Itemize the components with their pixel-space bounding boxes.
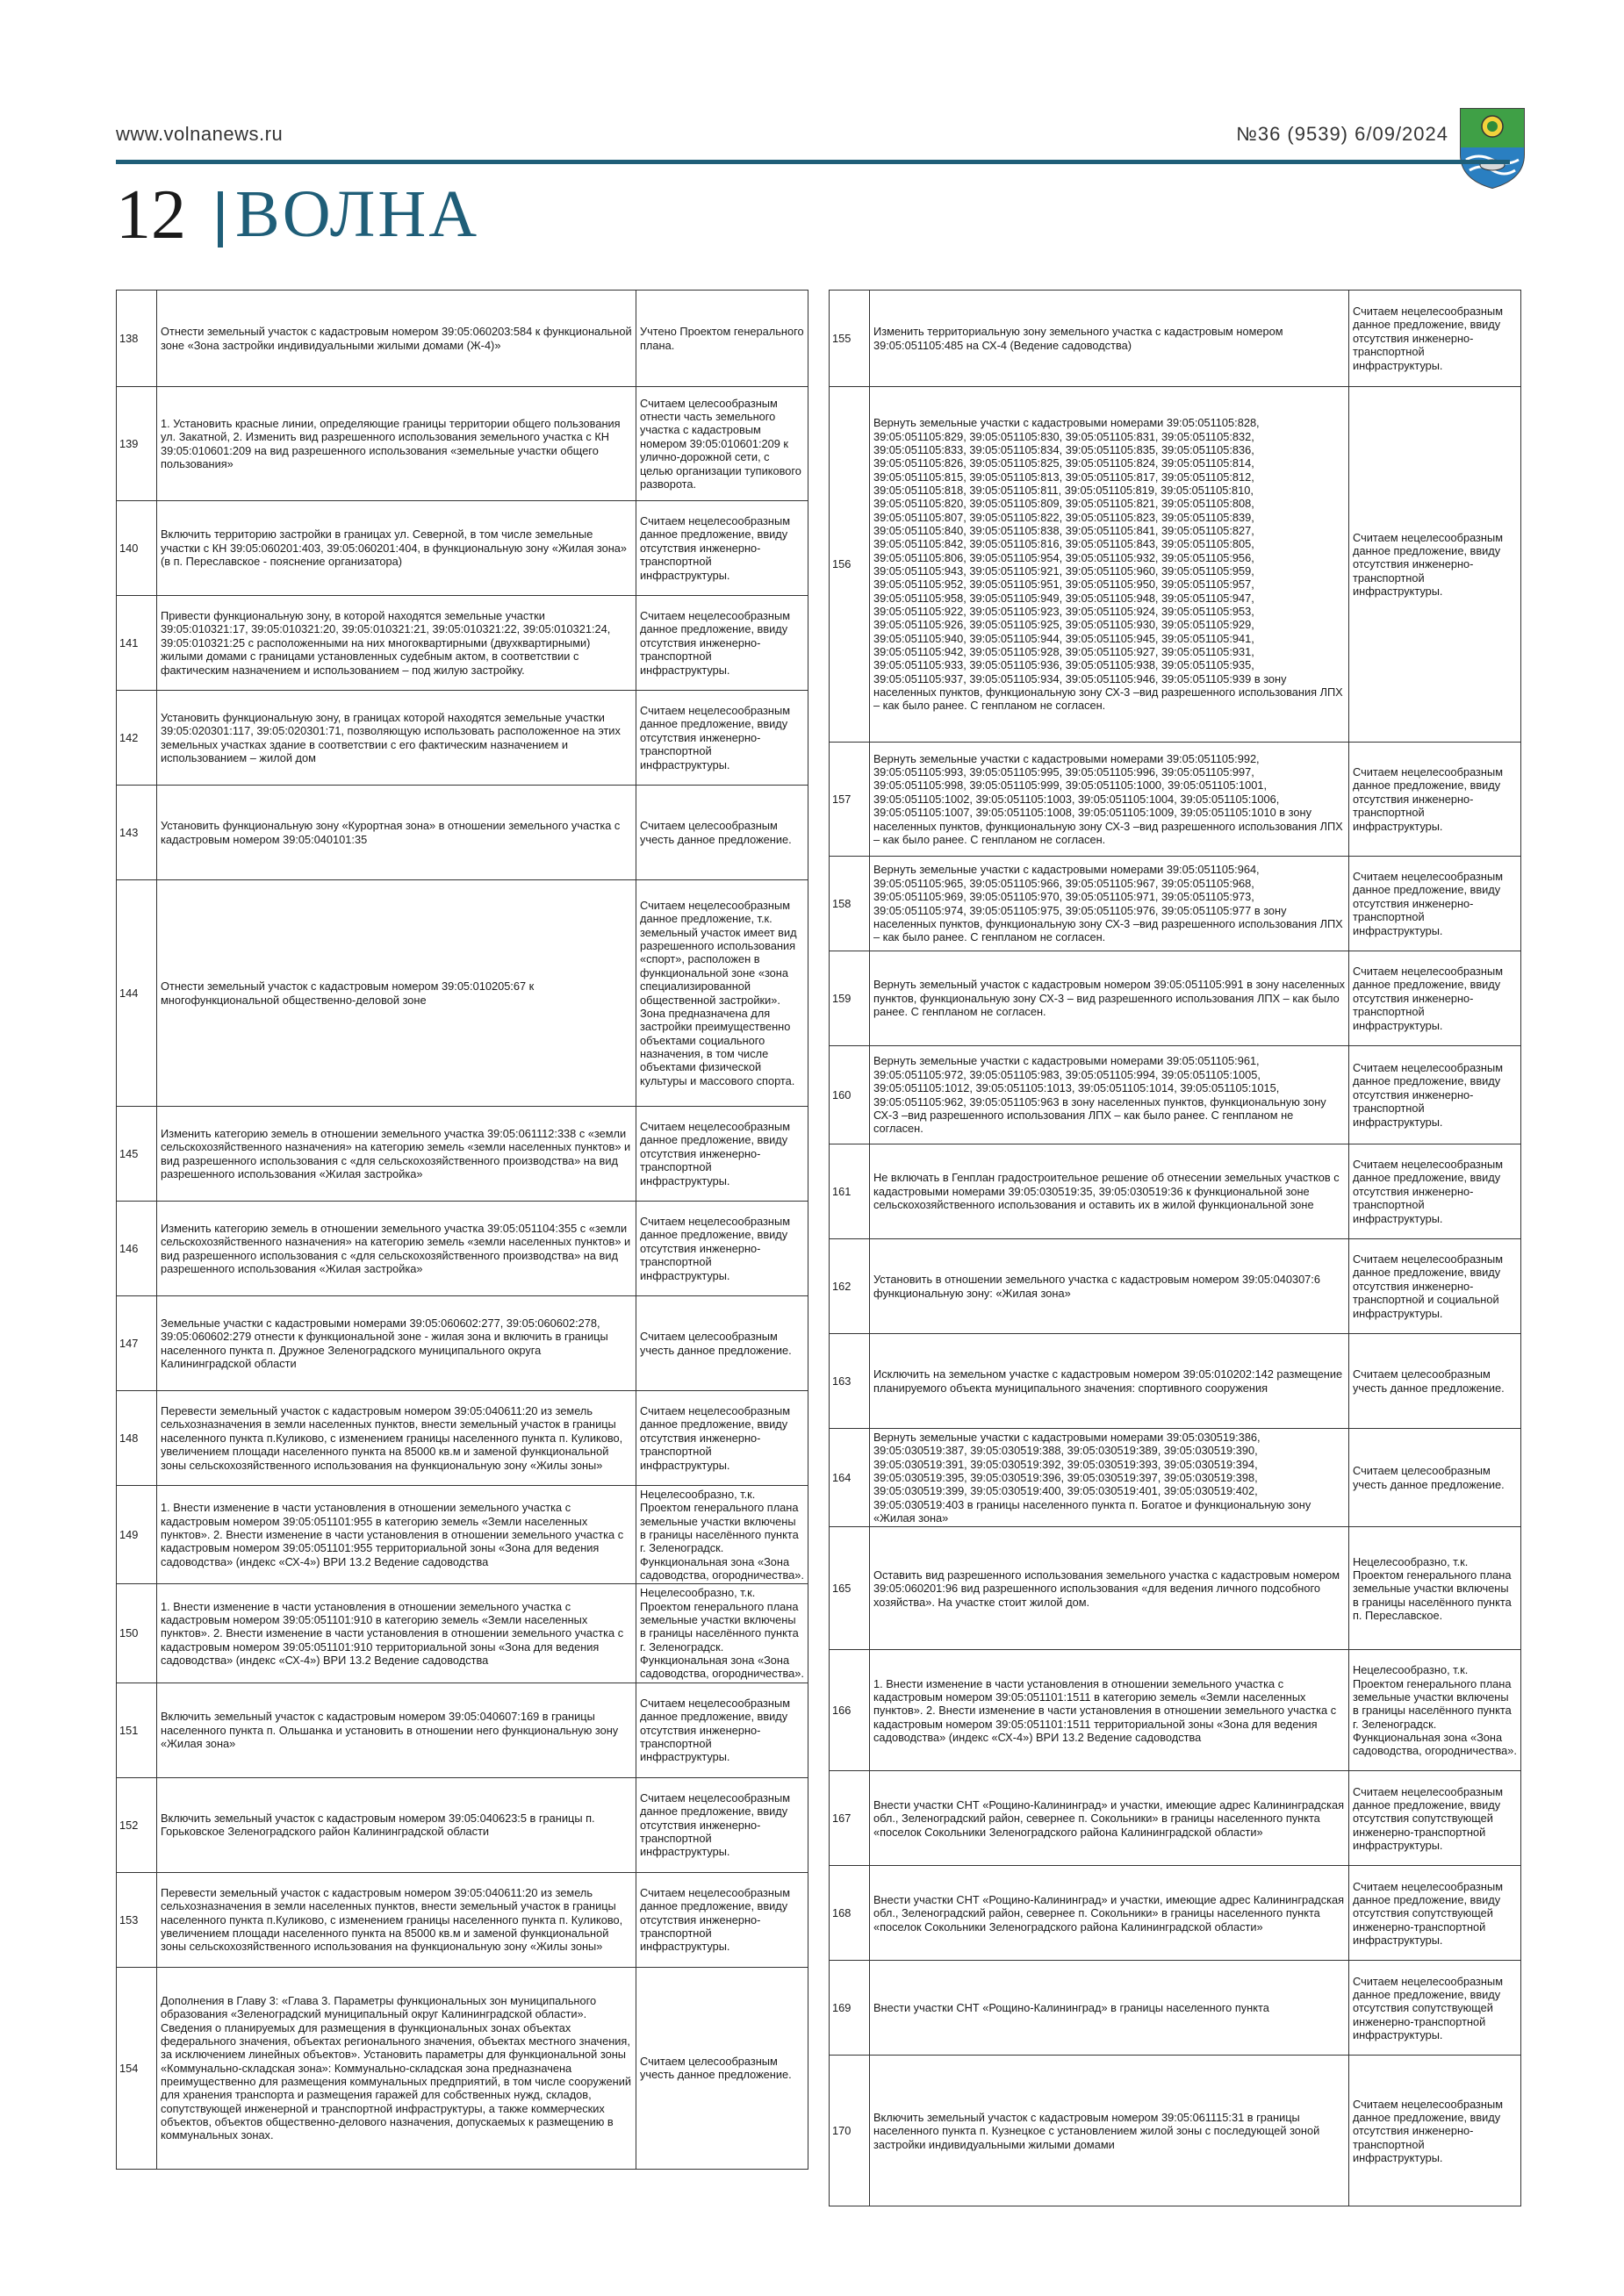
row-number-cell: 155: [830, 291, 870, 387]
proposal-text-cell: Привести функциональную зону, в которой находятся земельные участки 39:05:010321:17, 39:05:010321:20, 39:05:010321:21, 39:05:010321:22, 39:05:010321:24, 39:05:010321:25 с расположенными на них многоквартирными (двухквартирными) жилыми домами с границами установленных судебным актом, в соответствии с фактическим назначением и использованием – под жилую застройку.: [157, 596, 636, 691]
proposal-text-cell: Земельные участки с кадастровыми номерами 39:05:060602:277, 39:05:060602:278, 39:05:060602:279 отнести к функциональной зоне - жилая зона и включить в границы населенного пункта п. Дружное Зеленоградского муниципального округа Калининградской области: [157, 1296, 636, 1391]
table-row: [830, 1866, 1521, 1961]
decision-cell: Считаем нецелесообразным данное предложение, ввиду отсутствия сопутствующей инженерно-транспортной инфраструктуры.: [1349, 1771, 1521, 1866]
proposal-text-cell: Включить территорию застройки в границах ул. Северной, в том числе земельные участки с КН 39:05:060201:403, 39:05:060201:404, в функциональную зону «Жилая зона» (в п. Переславское - пояснение организатора): [157, 501, 636, 596]
proposal-text-cell: Изменить категорию земель в отношении земельного участка 39:05:051104:355 с «земли сельскохозяйственного назначения» на категорию земель «земли населенных пунктов» и вид разрешенного использования с «для сельскохозяйственного производства» на вид разрешенного использования «Жилая застройка»: [157, 1202, 636, 1296]
decision-cell: Нецелесообразно, т.к. Проектом генерального плана земельные участки включены в границы населённого пункта г. Зеленоградск. Функциональная зона «Зона садоводства, огородничества».: [636, 1486, 808, 1584]
decision-cell: Считаем нецелесообразным данное предложение, ввиду отсутствия инженерно-транспортной инфраструктуры.: [1349, 387, 1521, 743]
proposal-text-cell: Вернуть земельные участки с кадастровыми номерами 39:05:051105:961, 39:05:051105:972, 39:05:051105:983, 39:05:051105:994, 39:05:051105:1005, 39:05:051105:1012, 39:05:051105:1013, 39:05:051105:1014, 39:05:051105:1015, 39:05:051105:962, 39:05:051105:963 в зону населенных пунктов, функциональную зону СХ-3 –вид разрешенного использования ЛПХ – как было ранее. С генпланом не согласен.: [870, 1046, 1349, 1144]
proposal-text-cell: Отнести земельный участок с кадастровым номером 39:05:060203:584 к функциональной зоне «Зона застройки индивидуальными жилыми домами (Ж-4)»: [157, 291, 636, 387]
proposal-text-cell: Включить земельный участок с кадастровым номером 39:05:040623:5 в границы п. Горьковское Зеленоградского район Калининградской области: [157, 1777, 636, 1872]
proposal-text-cell: Внести участки СНТ «Рощино-Калининград» и участки, имеющие адрес Калининградская обл., Зеленоградский район, севернее п. Сокольники» в границы населенного пункта «поселок Сокольники Зеленоградского района Калининградской области»: [870, 1771, 1349, 1866]
decision-cell: Считаем нецелесообразным данное предложение, ввиду отсутствия инженерно-транспортной инфраструктуры.: [636, 1683, 808, 1777]
table-row: [117, 1584, 808, 1683]
row-number-cell: 139: [117, 387, 157, 501]
table-row: [117, 880, 808, 1107]
decision-cell: Считаем нецелесообразным данное предложение, ввиду отсутствия инженерно-транспортной инфраструктуры.: [1349, 857, 1521, 951]
proposal-text-cell: 1. Внести изменение в части установления в отношении земельного участка с кадастровым номером 39:05:051101:910 в категорию земель «Земли населенных пунктов». 2. Внести изменение в части установления в отношении земельного участка с кадастровым номером 39:05:051101:910 территориальной зоны «Зона для ведения садоводства» (индекс «СХ-4») ВРИ 13.2 Ведение садоводства: [157, 1584, 636, 1683]
decision-cell: Считаем целесообразным учесть данное предложение.: [1349, 1429, 1521, 1527]
table-row: [830, 1771, 1521, 1866]
table-right-column: [829, 290, 1520, 2206]
row-number-cell: 141: [117, 596, 157, 691]
decision-cell: Считаем нецелесообразным данное предложение, ввиду отсутствия инженерно-транспортной инфраструктуры.: [636, 1872, 808, 1967]
decision-cell: Нецелесообразно, т.к. Проектом генерального плана земельные участки включены в границы населённого пункта г. Зеленоградск. Функциональная зона «Зона садоводства, огородничества».: [636, 1584, 808, 1683]
decision-cell: Считаем нецелесообразным данное предложение, ввиду отсутствия инженерно-транспортной инфраструктуры.: [1349, 951, 1521, 1046]
row-number-cell: 151: [117, 1683, 157, 1777]
decision-cell: Считаем нецелесообразным данное предложение, ввиду отсутствия инженерно-транспортной инфраструктуры.: [636, 1107, 808, 1202]
table-row: [830, 743, 1521, 857]
proposal-text-cell: Вернуть земельные участки с кадастровыми номерами 39:05:051105:828, 39:05:051105:829, 39:05:051105:830, 39:05:051105:831, 39:05:051105:832, 39:05:051105:833, 39:05:051105:834, 39:05:051105:835, 39:05:051105:836, 39:05:051105:826, 39:05:051105:825, 39:05:051105:824, 39:05:051105:814, 39:05:051105:815, 39:05:051105:813, 39:05:051105:817, 39:05:051105:812, 39:05:051105:818, 39:05:051105:811, 39:05:051105:819, 39:05:051105:810, 39:05:051105:820, 39:05:051105:809, 39:05:051105:821, 39:05:051105:808, 39:05:051105:807, 39:05:051105:822, 39:05:051105:823, 39:05:051105:839, 39:05:051105:840, 39:05:051105:838, 39:05:051105:841, 39:05:051105:827, 39:05:051105:842, 39:05:051105:816, 39:05:051105:843, 39:05:051105:805, 39:05:051105:806, 39:05:051105:954, 39:05:051105:932, 39:05:051105:956, 39:05:051105:943, 39:05:051105:921, 39:05:051105:960, 39:05:051105:959, 39:05:051105:952, 39:05:051105:951, 39:05:051105:950, 39:05:051105:957, 39:05:051105:958, 39:05:051105:949, 39:05:051105:948, 39:05:051105:947, 39:05:051105:922, 39:05:051105:923, 39:05:051105:924, 39:05:051105:953, 39:05:051105:926, 39:05:051105:925, 39:05:051105:930, 39:05:051105:929, 39:05:051105:940, 39:05:051105:944, 39:05:051105:945, 39:05:051105:941, 39:05:051105:942, 39:05:051105:928, 39:05:051105:927, 39:05:051105:931, 39:05:051105:933, 39:05:051105:936, 39:05:051105:938, 39:05:051105:935, 39:05:051105:937, 39:05:051105:934, 39:05:051105:946, 39:05:051105:939 в зону населенных пунктов, функциональную зону СХ-3 –вид разрешенного использования ЛПХ – как было ранее. С генпланом не согласен.: [870, 387, 1349, 743]
row-number-cell: 138: [117, 291, 157, 387]
decision-cell: Считаем нецелесообразным данное предложение, ввиду отсутствия инженерно-транспортной инфраструктуры.: [1349, 291, 1521, 387]
decision-cell: Считаем нецелесообразным данное предложение, т.к. земельный участок имеет вид разрешенного использования «спорт», расположен в функциональной зоне «зона специализированной общественной застройки». Зона предназначена для застройки преимущественно объектами социального назначения, в том числе объектами физической культуры и массового спорта.: [636, 880, 808, 1107]
decision-cell: Считаем целесообразным учесть данное предложение.: [636, 786, 808, 880]
table-row: [830, 857, 1521, 951]
row-number-cell: 148: [117, 1391, 157, 1486]
table-row: [830, 1334, 1521, 1429]
row-number-cell: 154: [117, 1967, 157, 2169]
decision-cell: Нецелесообразно, т.к. Проектом генерального плана земельные участки включены в границы населённого пункта п. Переславское.: [1349, 1527, 1521, 1650]
table-row: [830, 1239, 1521, 1334]
table-row: [117, 291, 808, 387]
proposal-text-cell: Перевести земельный участок с кадастровым номером 39:05:040611:20 из земель сельхозназначения в земли населенных пунктов, внести земельный участок в границы населенного пункта п.Куликово, с изменением границы населенного пункта п. Куликово, увеличением площади населенного пункта на 85000 кв.м и заменой функциональной зоны сельскохозяйственного использования на функциональную зону «Жилы зоны»: [157, 1872, 636, 1967]
row-number-cell: 161: [830, 1144, 870, 1239]
row-number-cell: 150: [117, 1584, 157, 1683]
table-row: [830, 1046, 1521, 1144]
row-number-cell: 142: [117, 691, 157, 786]
table-row: [830, 2056, 1521, 2206]
table-row: [117, 1107, 808, 1202]
table-row: [830, 1961, 1521, 2056]
row-number-cell: 159: [830, 951, 870, 1046]
decision-cell: Считаем нецелесообразным данное предложение, ввиду отсутствия инженерно-транспортной инфраструктуры.: [1349, 1144, 1521, 1239]
decision-cell: Считаем нецелесообразным данное предложение, ввиду отсутствия инженерно-транспортной инфраструктуры.: [636, 691, 808, 786]
row-number-cell: 152: [117, 1777, 157, 1872]
proposal-text-cell: 1. Внести изменение в части установления в отношении земельного участка с кадастровым номером 39:05:051101:955 в категорию земель «Земли населенных пунктов». 2. Внести изменение в части установления в отношении земельного участка с кадастровым номером 39:05:051101:955 территориальной зоны «Зона для ведения садоводства» (индекс «СХ-4») ВРИ 13.2 Ведение садоводства: [157, 1486, 636, 1584]
table-row: [117, 501, 808, 596]
proposal-text-cell: Оставить вид разрешенного использования земельного участка с кадастровым номером 39:05:060201:96 вид разрешенного использования «для ведения личного подсобного хозяйства». На участке стоит жилой дом.: [870, 1527, 1349, 1650]
proposal-text-cell: 1. Установить красные линии, определяющие границы территории общего пользования ул. Закатной, 2. Изменить вид разрешенного использования земельного участка с КН 39:05:010601:209 на вид разрешенного использования «земельные участки общего пользования»: [157, 387, 636, 501]
decision-cell: Считаем нецелесообразным данное предложение, ввиду отсутствия инженерно-транспортной инфраструктуры.: [636, 1391, 808, 1486]
proposals-table-left: [116, 290, 808, 2170]
site-url[interactable]: www.volnanews.ru: [116, 123, 284, 145]
row-number-cell: 168: [830, 1866, 870, 1961]
proposal-text-cell: Не включать в Генплан градостроительное решение об отнесении земельных участков с кадастровыми номерами 39:05:030519:35, 39:05:030519:36 к функциональной зоне сельскохозяйственного использования и оставить их в жилой функциональной зоне: [870, 1144, 1349, 1239]
decision-cell: Считаем нецелесообразным данное предложение, ввиду отсутствия сопутствующей инженерно-транспортной инфраструктуры.: [1349, 1961, 1521, 2056]
header-rule: [116, 160, 1510, 164]
proposal-text-cell: Вернуть земельные участки с кадастровыми номерами 39:05:051105:992, 39:05:051105:993, 39:05:051105:995, 39:05:051105:996, 39:05:051105:997, 39:05:051105:998, 39:05:051105:999, 39:05:051105:1000, 39:05:051105:1001, 39:05:051105:1002, 39:05:051105:1003, 39:05:051105:1004, 39:05:051105:1006, 39:05:051105:1007, 39:05:051105:1008, 39:05:051105:1009, 39:05:051105:1010 в зону населенных пунктов, функциональную зону СХ-3 –вид разрешенного использования ЛПХ – как было ранее. С генпланом не согласен.: [870, 743, 1349, 857]
decision-cell: Считаем нецелесообразным данное предложение, ввиду отсутствия инженерно-транспортной инфраструктуры.: [1349, 2056, 1521, 2206]
table-row: [117, 1683, 808, 1777]
proposal-text-cell: 1. Внести изменение в части установления в отношении земельного участка с кадастровым номером 39:05:051101:1511 в категорию земель «Земли населенных пунктов». 2. Внести изменение в части установления в отношении земельного участка с кадастровым номером 39:05:051101:1511 территориальной зоны «Зона для ведения садоводства» (индекс «СХ-4») ВРИ 13.2 Ведение садоводства: [870, 1650, 1349, 1771]
table-row: [117, 1486, 808, 1584]
row-number-cell: 157: [830, 743, 870, 857]
decision-cell: Учтено Проектом генерального плана.: [636, 291, 808, 387]
proposal-text-cell: Вернуть земельные участки с кадастровыми номерами 39:05:051105:964, 39:05:051105:965, 39:05:051105:966, 39:05:051105:967, 39:05:051105:968, 39:05:051105:969, 39:05:051105:970, 39:05:051105:971, 39:05:051105:973, 39:05:051105:974, 39:05:051105:975, 39:05:051105:976, 39:05:051105:977 в зону населенных пунктов, функциональную зону СХ-3 –вид разрешенного использования ЛПХ – как было ранее. С генпланом не согласен.: [870, 857, 1349, 951]
proposal-text-cell: Перевести земельный участок с кадастровым номером 39:05:040611:20 из земель сельхозназначения в земли населенных пунктов, внести земельный участок в границы населенного пункта п.Куликово, с изменением границы населенного пункта п. Куликово, увеличением площади населенного пункта на 85000 кв.м и заменой функциональной зоны сельскохозяйственного использования на функциональную зону «Жилы зоны»: [157, 1391, 636, 1486]
decision-cell: Считаем нецелесообразным данное предложение, ввиду отсутствия инженерно-транспортной инфраструктуры.: [636, 1777, 808, 1872]
masthead-text: ВОЛНА: [235, 177, 480, 251]
decision-cell: Считаем нецелесообразным данное предложение, ввиду отсутствия сопутствующей инженерно-транспортной инфраструктуры.: [1349, 1866, 1521, 1961]
issue-number-date: №36 (9539) 6/09/2024: [1236, 123, 1448, 145]
proposal-text-cell: Установить в отношении земельного участка с кадастровым номером 39:05:040307:6 функциональную зону: «Жилая зона»: [870, 1239, 1349, 1334]
municipal-coat-of-arms-icon: [1457, 105, 1527, 190]
table-row: [117, 1391, 808, 1486]
decision-cell: Считаем нецелесообразным данное предложение, ввиду отсутствия инженерно-транспортной инфраструктуры.: [636, 596, 808, 691]
table-row: [117, 1872, 808, 1967]
proposal-text-cell: Внести участки СНТ «Рощино-Калининград» и участки, имеющие адрес Калининградская обл., Зеленоградский район, севернее п. Сокольники» в границы населенного пункта «поселок Сокольники Зеленоградского района Калининградской области»: [870, 1866, 1349, 1961]
proposal-text-cell: Изменить категорию земель в отношении земельного участка 39:05:061112:338 с «земли сельскохозяйственного назначения» на категорию земель «земли населенных пунктов» и вид разрешенного использования с «для сельскохозяйственного производства» на вид разрешенного использования «Жилая застройка»: [157, 1107, 636, 1202]
row-number-cell: 156: [830, 387, 870, 743]
row-number-cell: 144: [117, 880, 157, 1107]
row-number-cell: 158: [830, 857, 870, 951]
decision-cell: Считаем нецелесообразным данное предложение, ввиду отсутствия инженерно-транспортной инфраструктуры.: [636, 1202, 808, 1296]
row-number-cell: 147: [117, 1296, 157, 1391]
decision-cell: Считаем нецелесообразным данное предложение, ввиду отсутствия инженерно-транспортной инфраструктуры.: [1349, 1046, 1521, 1144]
row-number-cell: 146: [117, 1202, 157, 1296]
proposal-text-cell: Отнести земельный участок с кадастровым номером 39:05:010205:67 к многофункциональной общественно-деловой зоне: [157, 880, 636, 1107]
row-number-cell: 167: [830, 1771, 870, 1866]
masthead-logo: [235, 177, 480, 251]
table-row: [117, 1296, 808, 1391]
masthead-divider: [218, 191, 223, 248]
decision-cell: Нецелесообразно, т.к. Проектом генерального плана земельные участки включены в границы населённого пункта г. Зеленоградск. Функциональная зона «Зона садоводства, огородничества».: [1349, 1650, 1521, 1771]
proposal-text-cell: Установить функциональную зону «Курортная зона» в отношении земельного участка с кадастровым номером 39:05:040101:35: [157, 786, 636, 880]
decision-cell: Считаем целесообразным учесть данное предложение.: [636, 1296, 808, 1391]
row-number-cell: 169: [830, 1961, 870, 2056]
table-row: [830, 387, 1521, 743]
table-row: [117, 691, 808, 786]
table-row: [830, 1429, 1521, 1527]
proposals-table-right: [829, 290, 1521, 2206]
decision-cell: Считаем нецелесообразным данное предложение, ввиду отсутствия инженерно-транспортной и социальной инфраструктуры.: [1349, 1239, 1521, 1334]
row-number-cell: 140: [117, 501, 157, 596]
table-row: [117, 596, 808, 691]
proposal-text-cell: Изменить территориальную зону земельного участка с кадастровым номером 39:05:051105:485 на СХ-4 (Ведение садоводства): [870, 291, 1349, 387]
table-row: [117, 1967, 808, 2169]
row-number-cell: 160: [830, 1046, 870, 1144]
proposal-text-cell: Вернуть земельный участок с кадастровым номером 39:05:051105:991 в зону населенных пунктов, функциональную зону СХ-3 – вид разрешенного использования ЛПХ – как было ранее. С генпланом не согласен.: [870, 951, 1349, 1046]
table-row: [117, 387, 808, 501]
row-number-cell: 145: [117, 1107, 157, 1202]
proposal-text-cell: Вернуть земельные участки с кадастровыми номерами 39:05:030519:386, 39:05:030519:387, 39:05:030519:388, 39:05:030519:389, 39:05:030519:390, 39:05:030519:391, 39:05:030519:392, 39:05:030519:393, 39:05:030519:394, 39:05:030519:395, 39:05:030519:396, 39:05:030519:397, 39:05:030519:398, 39:05:030519:399, 39:05:030519:400, 39:05:030519:401, 39:05:030519:402, 39:05:030519:403 в границы населенного пункта п. Богатое и функциональную зону «Жилая зона»: [870, 1429, 1349, 1527]
table-row: [117, 786, 808, 880]
table-row: [830, 291, 1521, 387]
decision-cell: Считаем целесообразным отнести часть земельного участка с кадастровым номером 39:05:010601:209 к улично-дорожной сети, с целью организации тупикового разворота.: [636, 387, 808, 501]
row-number-cell: 164: [830, 1429, 870, 1527]
table-left-column: [116, 290, 808, 2170]
table-row: [117, 1777, 808, 1872]
row-number-cell: 170: [830, 2056, 870, 2206]
decision-cell: Считаем нецелесообразным данное предложение, ввиду отсутствия инженерно-транспортной инфраструктуры.: [636, 501, 808, 596]
proposal-text-cell: Исключить на земельном участке с кадастровым номером 39:05:010202:142 размещение планируемого объекта муниципального значения: спортивного сооружения: [870, 1334, 1349, 1429]
row-number-cell: 163: [830, 1334, 870, 1429]
row-number-cell: 153: [117, 1872, 157, 1967]
table-row: [117, 1202, 808, 1296]
row-number-cell: 149: [117, 1486, 157, 1584]
proposal-text-cell: Включить земельный участок с кадастровым номером 39:05:061115:31 в границы населенного пункта п. Кузнецкое с установлением жилой зоны с последующей зоной застройки индивидуальными жилыми домами: [870, 2056, 1349, 2206]
proposal-text-cell: Установить функциональную зону, в границах которой находятся земельные участки 39:05:020301:117, 39:05:020301:71, позволяющую использовать расположенное на этих земельных участках здание в соответствии с его фактическим назначением и использованием – жилой дом: [157, 691, 636, 786]
proposal-text-cell: Включить земельный участок с кадастровым номером 39:05:040607:169 в границы населенного пункта п. Ольшанка и установить в отношении него функциональную зону «Жилая зона»: [157, 1683, 636, 1777]
decision-cell: Считаем целесообразным учесть данное предложение.: [1349, 1334, 1521, 1429]
decision-cell: Считаем целесообразным учесть данное предложение.: [636, 1967, 808, 2169]
proposal-text-cell: Внести участки СНТ «Рощино-Калининград» в границы населенного пункта: [870, 1961, 1349, 2056]
row-number-cell: 165: [830, 1527, 870, 1650]
table-row: [830, 951, 1521, 1046]
row-number-cell: 162: [830, 1239, 870, 1334]
row-number-cell: 143: [117, 786, 157, 880]
row-number-cell: 166: [830, 1650, 870, 1771]
table-row: [830, 1144, 1521, 1239]
proposal-text-cell: Дополнения в Главу 3: «Глава 3. Параметры функциональных зон муниципального образования «Зеленоградский муниципальный округ Калининградской области». Сведения о планируемых для размещения в функциональных зонах объектах федерального значения, объектах регионального значения, объектах местного значения, за исключением линейных объектов». Установить параметры для функциональной зоны «Коммунально-складская зона»: Коммунально-складская зона предназначена преимущественно для размещения коммунальных предприятий, в том числе сооружений для хранения транспорта и размещения гаражей для собственных нужд, складов, сопутствующей инженерной и транспортной инфраструктуры, а также коммерческих объектов, объектов общественно-делового назначения, допускаемых к размещению в коммунальных зонах.: [157, 1967, 636, 2169]
page-number: 12: [116, 176, 186, 254]
decision-cell: Считаем нецелесообразным данное предложение, ввиду отсутствия инженерно-транспортной инфраструктуры.: [1349, 743, 1521, 857]
table-row: [830, 1527, 1521, 1650]
table-row: [830, 1650, 1521, 1771]
